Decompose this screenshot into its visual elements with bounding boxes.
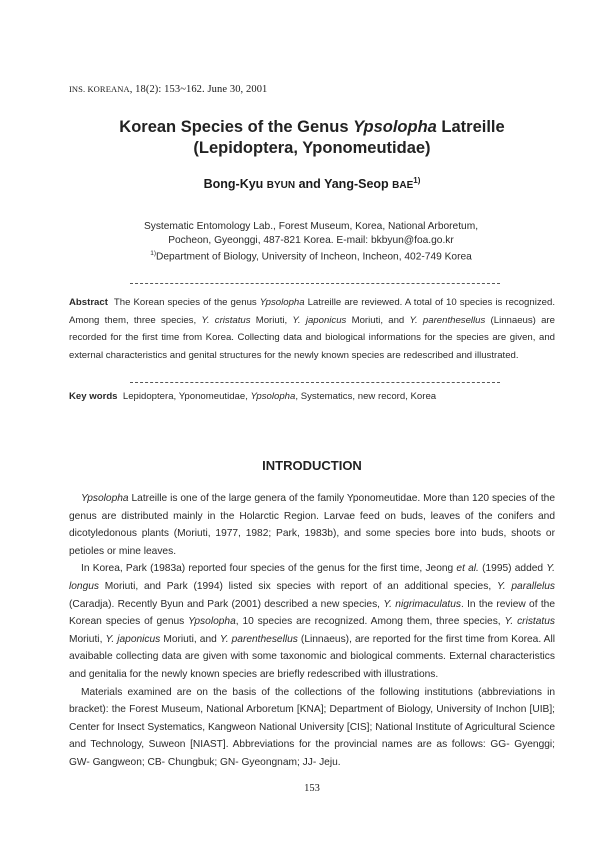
- intro-paragraph-2: [69, 560, 555, 683]
- author-list: [40, 176, 584, 191]
- abstract-italic: Y. japonicus: [292, 314, 347, 326]
- abstract-text: Latreille are reviewed. A total of 10 species is recognized. Among them, three species,: [69, 297, 555, 326]
- para-text: Moriuti,: [69, 633, 106, 645]
- abstract-italic: Y. cristatus: [201, 314, 251, 326]
- para-italic: Y. parallelus: [496, 580, 556, 592]
- affiliation-line-3: [60, 247, 562, 264]
- journal-citation: [69, 84, 267, 95]
- affiliation-line-1: Systematic Entomology Lab., Forest Museum, Korea, National Arboretum,: [143, 221, 479, 232]
- intro-paragraph-1: [69, 490, 555, 560]
- para-italic: Y. longus: [69, 563, 555, 592]
- keywords: [69, 391, 555, 402]
- title-genus: Ypsolopha: [353, 118, 437, 136]
- affiliation-footnote-mark: 1): [150, 250, 156, 257]
- author-2-footnote-mark: 1): [413, 176, 421, 185]
- journal-name: INS. KOREANA: [69, 84, 130, 94]
- para-text: Moriuti, and: [160, 633, 220, 645]
- para-text: . In the review of the Korean species of genus: [69, 598, 556, 628]
- keywords-text: , Systematics, new record, Korea: [295, 391, 437, 402]
- author-2-first: Yang-Seop: [324, 177, 393, 192]
- author-1-first: Bong-Kyu: [203, 177, 267, 192]
- page-number: 153: [304, 783, 320, 794]
- para-italic: Y. cristatus: [504, 616, 556, 628]
- title-text-end: Latreille: [436, 118, 505, 136]
- para-italic: Ypsolopha: [188, 616, 236, 628]
- author-2-last: BAE: [392, 180, 414, 192]
- para-text: Moriuti, and Park (1994) listed six species with report of an additional species,: [99, 580, 497, 592]
- abstract-text: Moriuti, and: [346, 314, 410, 326]
- paper-title: [40, 117, 584, 159]
- abstract-text: The Korean species of the genus: [113, 297, 260, 308]
- para-text: (1995) added: [478, 563, 547, 575]
- para-text: (Linnaeus), are reported for the first time from Korea. All avaibable collecting data are given with some taxonomic and biological comments. External characteristics and genitalia for the newly known species are briefly redescribed with illustrations.: [69, 633, 555, 680]
- keywords-label: Key words: [69, 391, 118, 402]
- abstract: [69, 294, 555, 365]
- intro-paragraph-3: [69, 684, 555, 772]
- affiliations: [60, 220, 562, 264]
- abstract-italic: Y. parenthesellus: [409, 314, 486, 326]
- para-italic: Y. nigrimaculatus: [383, 598, 461, 610]
- affiliation-2-text: Department of Biology, University of Incheon, Incheon, 402-749 Korea: [155, 251, 472, 263]
- author-conjunction: and: [295, 177, 325, 192]
- title-line-1: [40, 117, 584, 138]
- abstract-label: Abstract: [69, 297, 108, 308]
- para-text: , 10 species are recognized. Among them, three species,: [235, 616, 505, 628]
- dashed-divider-top: [130, 283, 500, 284]
- dashed-divider-bottom: [130, 382, 500, 383]
- para-italic: Y. parenthesellus: [219, 633, 298, 645]
- abstract-text: Moriuti,: [250, 314, 293, 326]
- abstract-italic: Ypsolopha: [259, 297, 305, 308]
- para-text: In Korea, Park (1983a) reported four species of the genus for the first time, Jeong: [81, 563, 457, 575]
- para-text: Materials examined are on the basis of the collections of the following institutions (abbreviations in bracket): the Forest Museum, National Arboretum [KNA]; Department of Biology, University of Inchon [UIB]; Center for Insect Systematics, Kangweon National University [CIS]; National Institute of Agricultural Science and Technology, Suweon [NIAST]. Abbreviations for the provincial names are as follows: GG- Gyenggi; GW- Gangweon; CB- Chungbuk; GN- Gyeongnam; JJ- Jeju.: [69, 686, 555, 768]
- para-italic: Ypsolopha: [81, 493, 129, 504]
- section-heading-introduction: INTRODUCTION: [262, 458, 362, 473]
- para-text: Latreille is one of the large genera of the family Yponomeutidae. More than 120 species of the genus are distributed mainly in the Holarctic Region. Larvae feed on buds, leaves of the conifers and dicotyledonous plants (Moriuti, 1977, 1982; Park, 1983b), and some species bore into buds, shoots or petioles or mine leaves.: [69, 493, 555, 557]
- title-line-2: (Lepidoptera, Yponomeutidae): [193, 139, 431, 157]
- para-italic: et al.: [456, 563, 479, 575]
- keywords-text: Lepidoptera, Yponomeutidae,: [122, 391, 251, 402]
- title-text: Korean Species of the Genus: [119, 118, 354, 136]
- affiliation-line-2: Pocheon, Gyeonggi, 487-821 Korea. E-mail: bkbyun@foa.go.kr: [168, 234, 454, 246]
- keywords-italic: Ypsolopha: [250, 391, 296, 402]
- journal-volume-pages-date: , 18(2): 153~162. June 30, 2001: [129, 84, 268, 95]
- para-text: (Caradja). Recently Byun and Park (2001) described a new species,: [69, 598, 384, 610]
- para-italic: Y. japonicus: [105, 633, 161, 645]
- author-1-last: BYUN: [266, 180, 296, 192]
- introduction-body: [69, 490, 555, 772]
- abstract-text: (Linnaeus) are recorded for the first time from Korea. Collecting data and biological informations for the species are given, and external characteristics and genital structures for the newly known species are redescribed and illustrated.: [69, 314, 555, 362]
